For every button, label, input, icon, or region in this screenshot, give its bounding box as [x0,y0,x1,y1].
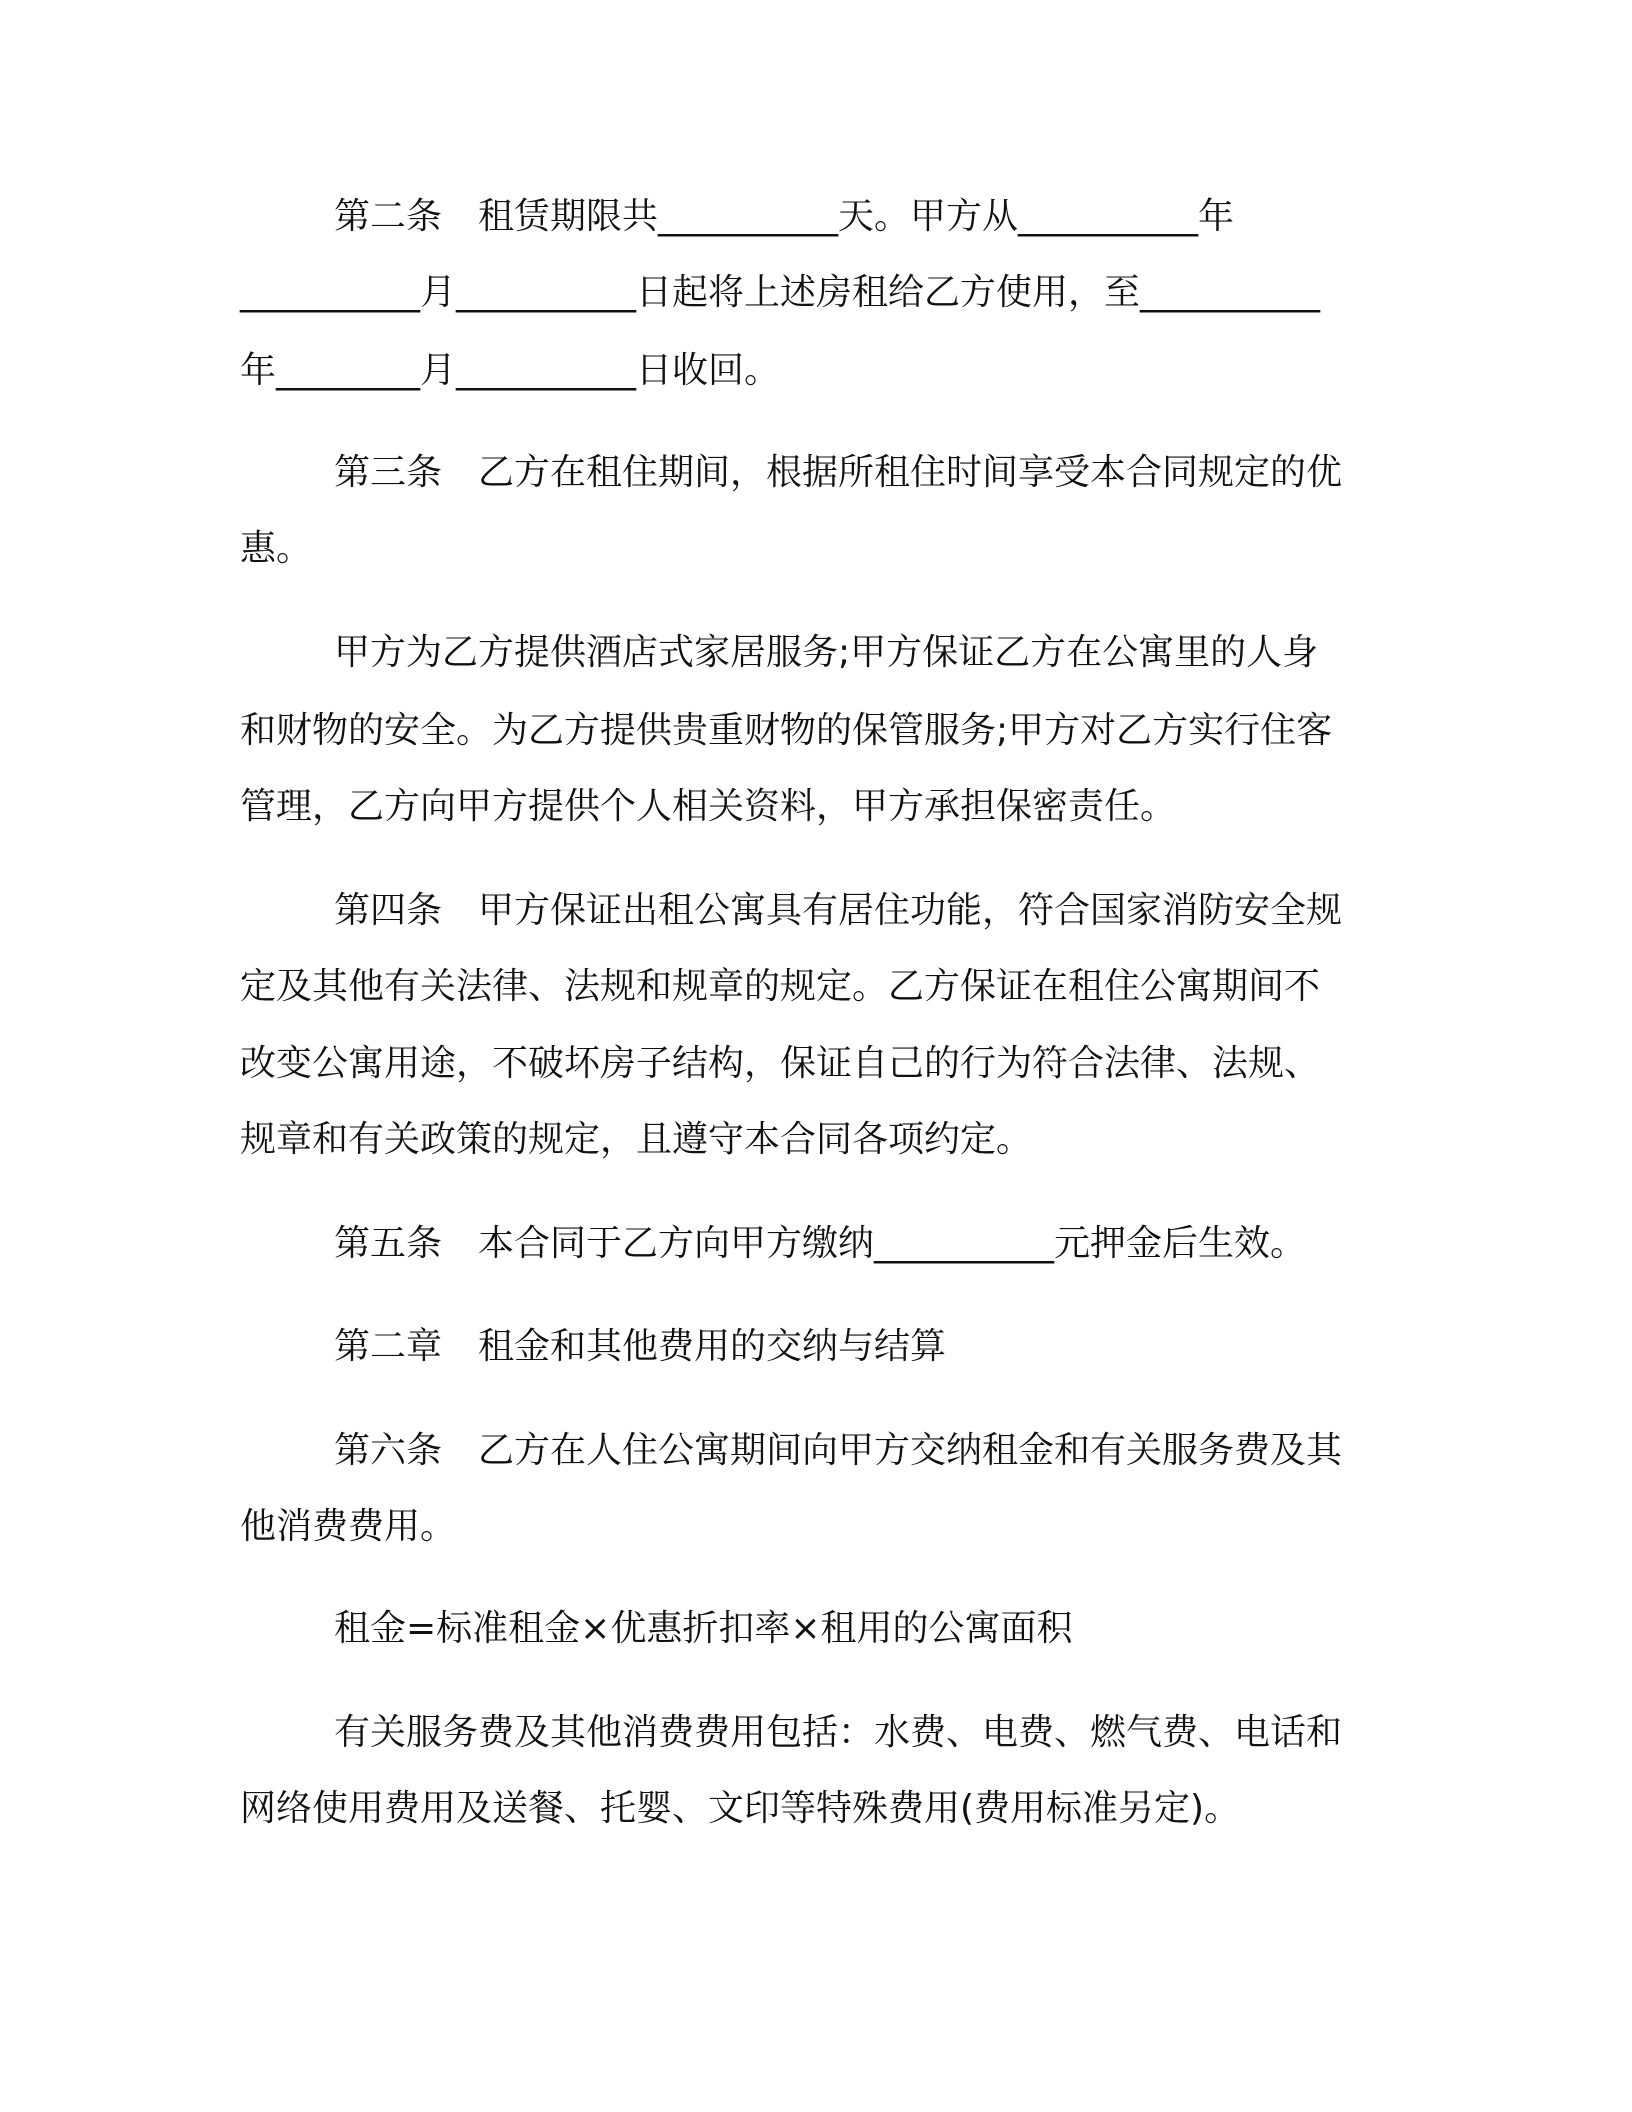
text-line: 第六条 乙方在人住公寓期间向甲方交纳租金和有关服务费及其 [334,1430,1343,1471]
text-line: 和财物的安全。为乙方提供贵重财物的保管服务;甲方对乙方实行住客 [240,710,1333,751]
text-line: 有关服务费及其他消费费用包括：水费、电费、燃气费、电话和 [334,1712,1343,1753]
text-line: 定及其他有关法律、法规和规章的规定。乙方保证在租住公寓期间不 [240,966,1321,1007]
text-line: 他消费费用。 [240,1506,457,1547]
text-line: 第二章 租金和其他费用的交纳与结算 [334,1326,947,1367]
text-line: 规章和有关政策的规定，且遵守本合同各项约定。 [240,1119,1033,1160]
text-line: 甲方为乙方提供酒店式家居服务;甲方保证乙方在公寓里的人身 [334,632,1319,673]
text-line: 租金=标准租金×优惠折扣率×租用的公寓面积 [334,1608,1073,1649]
text-line: 改变公寓用途，不破坏房子结构，保证自己的行为符合法律、法规、 [240,1043,1321,1084]
text-line: 第三条 乙方在租住期间，根据所租住时间享受本合同规定的优 [334,452,1343,493]
text-line: 管理，乙方向甲方提供个人相关资料，甲方承担保密责任。 [240,786,1177,827]
text-line: 惠。 [240,528,313,569]
text-line: 年________月__________日收回。 [240,350,781,391]
text-line: 第二条 租赁期限共__________天。甲方从__________年 [334,196,1235,237]
text-line: 网络使用费用及送餐、托婴、文印等特殊费用(费用标准另定)。 [240,1788,1241,1829]
text-line: 第四条 甲方保证出租公寓具有居住功能，符合国家消防安全规 [334,890,1343,931]
text-line: __________月__________日起将上述房租给乙方使用，至__________ [240,272,1321,313]
text-line: 第五条 本合同于乙方向甲方缴纳__________元押金后生效。 [334,1223,1307,1264]
